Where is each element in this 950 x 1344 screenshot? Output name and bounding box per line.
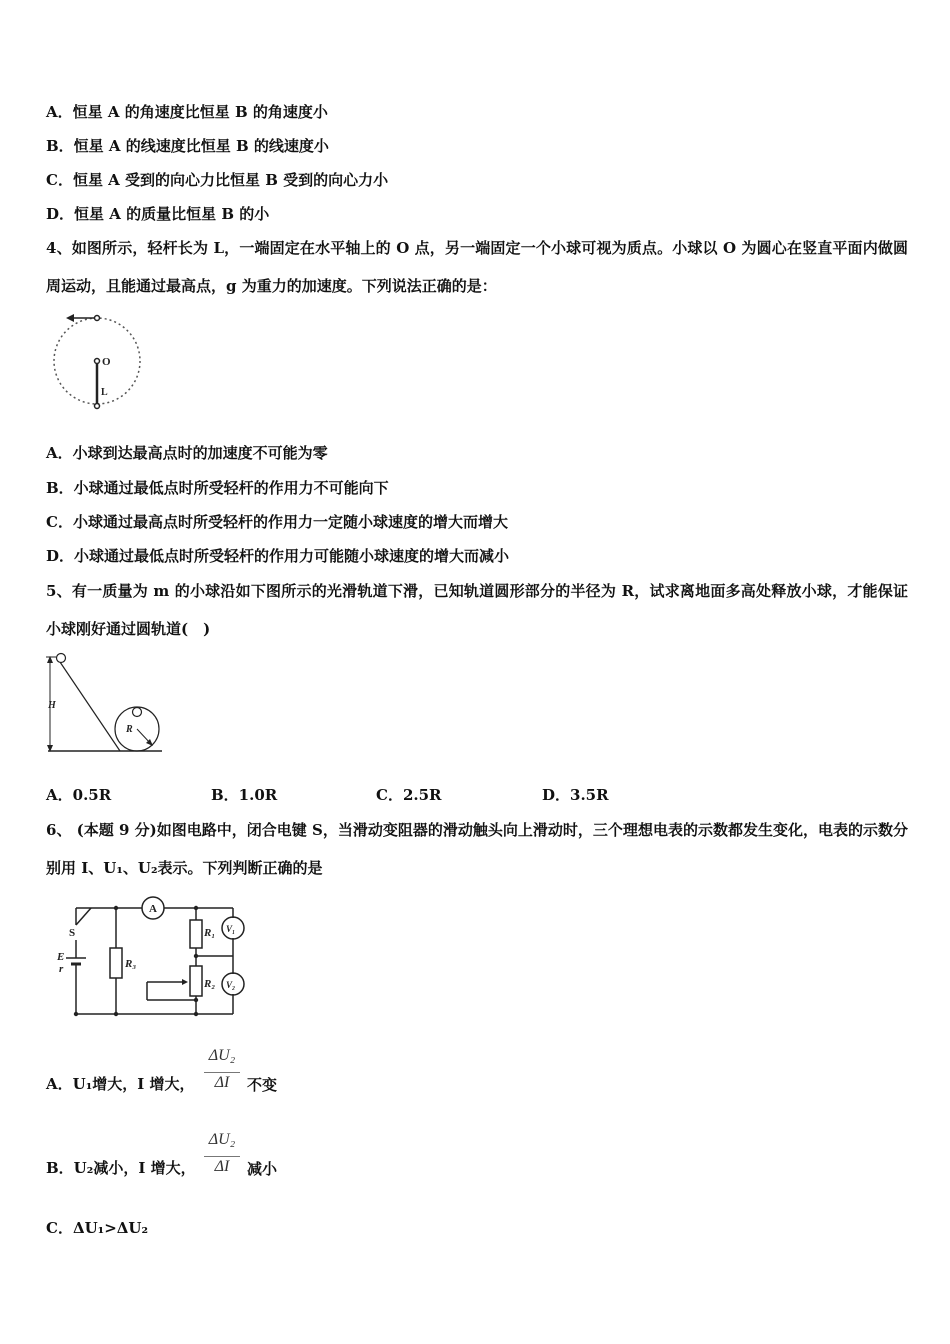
q6-label-v1: V₁	[226, 924, 236, 934]
q6-label-v2: V₂	[226, 980, 236, 990]
q4-ball-top	[95, 316, 100, 321]
q4-label-o: O	[102, 356, 111, 368]
q4-stem: 4、如图所示，轻杆长为 L，一端固定在水平轴上的 O 点，另一端固定一个小球可视为质点。小球以 O 为圆心在竖直平面内做圆周运动，且能通过最高点，g 为重力的加速度。下列说法正确的是：	[46, 239, 908, 295]
q6-option-a-suffix: 不变	[247, 1076, 278, 1094]
q6-option-b-suffix: 减小	[247, 1160, 278, 1178]
q5-track-figure	[40, 650, 170, 760]
q5-option-a: A．0.5R	[46, 786, 112, 804]
q5-label-r: R	[126, 724, 133, 735]
q4-arrow-head	[66, 314, 74, 322]
q3-option-a: A．恒星 A 的角速度比恒星 B 的角速度小	[46, 103, 328, 121]
q6-option-b-fraction	[202, 1131, 242, 1181]
q5-option-d: D．3.5R	[542, 786, 609, 804]
q6-label-r1: R₁	[204, 927, 216, 939]
q6-option-a-prefix: A．U₁增大，I 增大，	[46, 1075, 195, 1093]
fraction-denominator: ΔI	[214, 1158, 230, 1175]
q6-label-r3: R₃	[125, 958, 137, 970]
q4-option-c: C．小球通过最高点时所受轻杆的作用力一定随小球速度的增大而增大	[46, 513, 508, 531]
q4-pivot	[95, 359, 100, 364]
q5-options	[46, 784, 746, 806]
q5-ball-start	[57, 654, 66, 663]
q6-option-a-fraction	[202, 1047, 242, 1097]
q5-stem: 5、有一质量为 m 的小球沿如下图所示的光滑轨道下滑，已知轨道圆形部分的半径为 R，试求离地面多高处释放小球，才能保证小球刚好通过圆轨道( )	[46, 582, 908, 638]
q6-option-c: C．ΔU₁>ΔU₂	[46, 1219, 149, 1237]
q4-label-l: L	[101, 387, 108, 398]
q4-ball	[95, 404, 100, 409]
q3-option-b: B．恒星 A 的线速度比恒星 B 的线速度小	[46, 137, 329, 155]
q5-label-h: H	[48, 700, 56, 711]
q4-option-b: B．小球通过最低点时所受轻杆的作用力不可能向下	[46, 479, 389, 497]
q5-option-b: B．1.0R	[211, 786, 278, 804]
fraction-numerator: ΔU₂	[208, 1131, 236, 1148]
q6-stem: 6、 (本题 9 分)如图电路中，闭合电键 S，当滑动变阻器的滑动触头向上滑动时，三个理想电表的示数都发生变化，电表的示数分别用 I、U₁、U₂表示。下列判断正确的是	[46, 821, 908, 877]
fraction-numerator: ΔU₂	[208, 1047, 236, 1064]
q6-r1-resistor	[190, 920, 202, 948]
q5-incline	[60, 662, 120, 751]
q6-label-r: r	[59, 963, 64, 975]
q6-r2-resistor	[190, 966, 202, 996]
q6-slider-arrow	[182, 979, 188, 985]
q4-circle-figure	[46, 308, 146, 418]
q4-option-a: A．小球到达最高点时的加速度不可能为零	[46, 444, 328, 462]
q5-option-c: C．2.5R	[376, 786, 442, 804]
q6-switch-blade	[76, 908, 91, 925]
fraction-bar	[204, 1156, 240, 1157]
q3-option-c: C．恒星 A 受到的向心力比恒星 B 受到的向心力小	[46, 171, 389, 189]
q3-option-d: D．恒星 A 的质量比恒星 B 的小	[46, 205, 270, 223]
q6-circuit-figure	[46, 890, 276, 1025]
q6-option-b-prefix: B．U₂减小，I 增大，	[46, 1159, 196, 1177]
q4-option-d: D．小球通过最低点时所受轻杆的作用力可能随小球速度的增大而减小	[46, 547, 510, 565]
q6-r3-resistor	[110, 948, 122, 978]
fraction-denominator: ΔI	[214, 1074, 230, 1091]
q6-label-r2: R₂	[204, 978, 216, 990]
q6-label-a: A	[149, 903, 157, 915]
q6-label-e: E	[57, 951, 65, 963]
q6-label-s: S	[69, 927, 76, 939]
q5-ball-top	[133, 708, 142, 717]
fraction-bar	[204, 1072, 240, 1073]
